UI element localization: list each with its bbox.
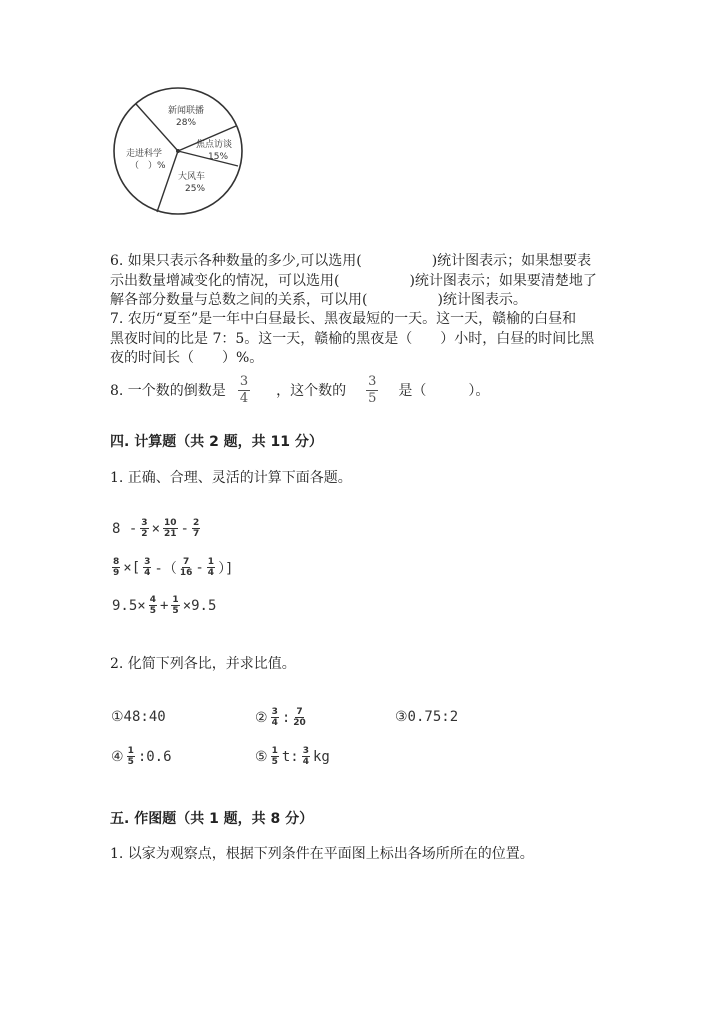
q6-line: 示出数量增减变化的情况，可以选用( )统计图表示；如果要清楚地了 xyxy=(110,273,597,289)
pie-slice-value: 15% xyxy=(208,152,229,162)
fraction-numerator: 3 xyxy=(302,746,309,756)
expression-1 xyxy=(112,518,203,539)
q7-line: 夜的时间长（ ）%。 xyxy=(110,350,264,366)
pie-chart xyxy=(108,84,248,218)
expr-operator: + xyxy=(159,597,169,614)
ratio-separator: : xyxy=(281,709,291,726)
fraction xyxy=(271,746,279,767)
ratio-label: ⑤ xyxy=(255,748,268,765)
fraction-denominator: 4 xyxy=(302,757,309,767)
section5-title: 五. 作图题（共 1 题，共 8 分） xyxy=(110,811,314,827)
fraction xyxy=(302,746,310,767)
expr-operator: - xyxy=(180,520,189,537)
fraction-denominator: 2 xyxy=(141,529,148,539)
pie-slice-label: 走进科学 xyxy=(126,149,163,159)
pie-slice-label: 大风车 xyxy=(178,172,206,182)
section4-q1: 1. 正确、合理、灵活的计算下面各题。 xyxy=(110,470,352,486)
fraction-denominator: 7 xyxy=(192,529,200,539)
ratio-label: ④ xyxy=(111,748,124,765)
ratio-4 xyxy=(111,746,172,767)
expression-3 xyxy=(112,595,216,616)
fraction-denominator: 21 xyxy=(164,529,177,539)
expr-operator: ×[ xyxy=(123,559,141,576)
pie-slice-label: 焦点访谈 xyxy=(196,140,233,150)
pie-center xyxy=(176,149,180,153)
fraction-numerator: 1 xyxy=(172,595,179,605)
fraction-denominator: 4 xyxy=(239,391,249,406)
q8-prefix: 8. 一个数的倒数是 xyxy=(110,382,226,399)
fraction-numerator: 10 xyxy=(164,518,177,528)
fraction-numerator: 3 xyxy=(141,518,148,528)
ratio-text: :0.6 xyxy=(137,748,172,765)
fraction-numerator: 1 xyxy=(127,746,134,756)
fraction-numerator: 7 xyxy=(182,557,190,567)
fraction-numerator: 4 xyxy=(149,595,156,605)
fraction-denominator: 20 xyxy=(293,718,306,728)
q7-line: 黑夜时间的比是 7：5。这一天，赣榆的黑夜是（ ）小时，白昼的时间比黑 xyxy=(110,331,595,347)
ratio-label: ② xyxy=(255,709,268,726)
fraction-denominator: 5 xyxy=(149,606,156,616)
fraction-denominator: 9 xyxy=(113,568,120,578)
fraction-denominator: 16 xyxy=(179,568,193,578)
ratio-2 xyxy=(255,707,309,728)
ratio-text: ①48:40 xyxy=(111,709,166,725)
fraction xyxy=(207,557,215,578)
fraction xyxy=(140,518,148,539)
fraction-numerator: 8 xyxy=(113,557,120,567)
fraction-numerator: 3 xyxy=(144,557,151,567)
fraction-numerator: 7 xyxy=(296,707,303,717)
fraction-numerator: 2 xyxy=(192,518,200,528)
expr-operator: -（ xyxy=(154,560,177,577)
expr-operator: ）] xyxy=(218,560,234,577)
q7-line: 7. 农历“夏至”是一年中白昼最长、黑夜最短的一天。这一天，赣榆的白昼和 xyxy=(110,311,577,327)
expr-text: 8 - xyxy=(112,520,138,537)
q8-fraction-2 xyxy=(366,374,378,407)
expression-2 xyxy=(112,557,234,578)
ratio-3 xyxy=(395,709,458,725)
expr-text: ×9.5 xyxy=(182,597,217,614)
fraction-denominator: 5 xyxy=(172,606,179,616)
q8-middle: ，这个数的 xyxy=(276,382,347,399)
fraction xyxy=(143,557,151,578)
pie-slice-value: （ ）% xyxy=(130,161,166,171)
ratio-unit: kg xyxy=(312,748,330,765)
pie-slice-value: 25% xyxy=(185,184,206,194)
fraction-numerator: 1 xyxy=(207,557,215,567)
fraction-numerator: 3 xyxy=(368,374,377,389)
pie-slice-label: 新闻联播 xyxy=(168,106,205,116)
fraction xyxy=(293,707,306,728)
expr-text: 9.5× xyxy=(112,597,146,614)
section4-title: 四. 计算题（共 2 题，共 11 分） xyxy=(110,434,323,450)
q8 xyxy=(110,374,489,407)
section5-q1: 1. 以家为观察点，根据下列条件在平面图上标出各场所所在的位置。 xyxy=(110,846,534,862)
fraction xyxy=(180,557,193,578)
ratio-1 xyxy=(111,709,166,725)
fraction xyxy=(149,595,157,616)
pie-slice-value: 28% xyxy=(176,118,197,128)
section4-q2: 2. 化简下列各比，并求比值。 xyxy=(110,656,296,672)
fraction-numerator: 1 xyxy=(271,746,278,756)
ratio-text: ③0.75:2 xyxy=(395,709,459,725)
ratio-5 xyxy=(255,746,330,767)
fraction-denominator: 4 xyxy=(144,568,151,578)
fraction-denominator: 5 xyxy=(368,391,377,406)
ratio-text: t: xyxy=(281,748,299,765)
fraction-denominator: 5 xyxy=(271,757,278,767)
q6-line: 6. 如果只表示各种数量的多少,可以选用( )统计图表示；如果想要表 xyxy=(110,253,592,269)
fraction-denominator: 4 xyxy=(207,568,215,578)
fraction xyxy=(171,595,179,616)
fraction xyxy=(112,557,120,578)
fraction xyxy=(192,518,200,539)
fraction xyxy=(127,746,135,767)
fraction xyxy=(163,518,178,539)
fraction-numerator: 3 xyxy=(239,374,249,389)
expr-operator: - xyxy=(195,559,204,576)
fraction-numerator: 3 xyxy=(271,707,278,717)
q8-suffix: 是（ ）。 xyxy=(398,382,490,399)
expr-operator: × xyxy=(151,520,160,537)
fraction-denominator: 5 xyxy=(127,757,134,767)
fraction-denominator: 4 xyxy=(271,718,278,728)
fraction xyxy=(271,707,279,728)
q8-fraction-1 xyxy=(238,374,250,407)
q6-line: 解各部分数量与总数之间的关系，可以用( )统计图表示。 xyxy=(110,292,527,308)
